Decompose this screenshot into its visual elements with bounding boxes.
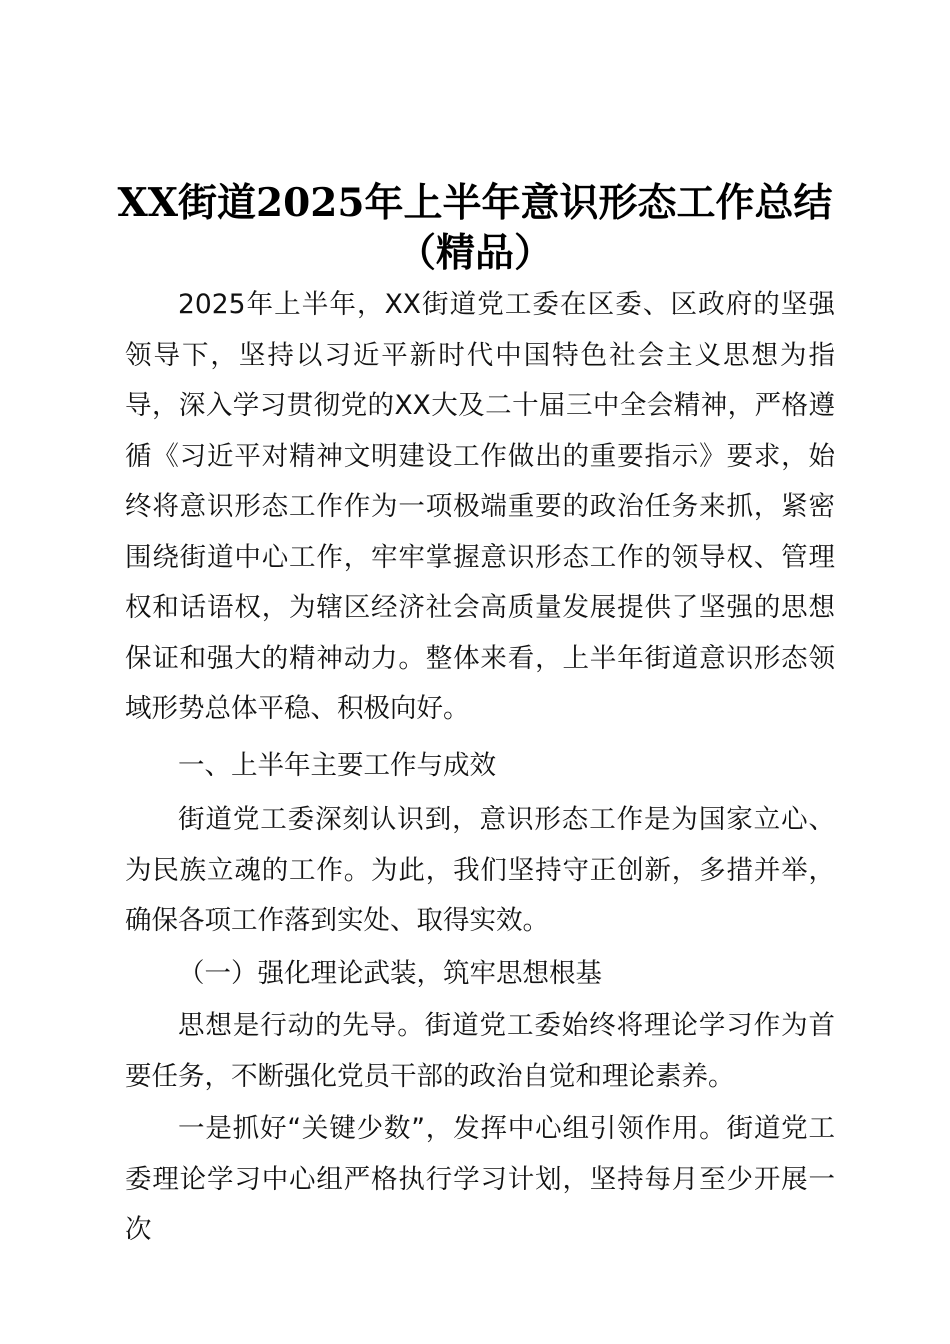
subsection-1-paragraph: 思想是行动的先导。街道党工委始终将理论学习作为首要任务，不断强化党员干部的政治自觉和理论素养。 <box>125 1010 835 1092</box>
section-1-paragraph: 街道党工委深刻认识到，意识形态工作是为国家立心、为民族立魂的工作。为此，我们坚持守正创新，多措并举，确保各项工作落到实处、取得实效。 <box>125 804 835 936</box>
section-heading-1: 一、上半年主要工作与成效 <box>178 749 496 781</box>
subsection-heading-1: （一）强化理论武装，筑牢思想根基 <box>178 957 602 989</box>
point-1-paragraph: 一是抓好“关键少数”，发挥中心组引领作用。街道党工委理论学习中心组严格执行学习计划，坚持每月至少开展一次 <box>125 1113 835 1245</box>
intro-paragraph: 2025年上半年，XX街道党工委在区委、区政府的坚强领导下，坚持以习近平新时代中国特色社会主义思想为指导，深入学习贯彻党的XX大及二十届三中全会精神，严格遵循《习近平对精神文明建设工作做出的重要指示》要求，始终将意识形态工作作为一项极端重要的政治任务来抓，紧密围绕街道中心工作，牢牢掌握意识形态工作的领导权、管理权和话语权，为辖区经济社会高质量发展提供了坚强的思想保证和强大的精神动力。整体来看，上半年街道意识形态领域形势总体平稳、积极向好。 <box>125 289 835 724</box>
document-title: XX街道2025年上半年意识形态工作总结（精品） <box>117 180 833 276</box>
document-body <box>125 280 835 1256</box>
